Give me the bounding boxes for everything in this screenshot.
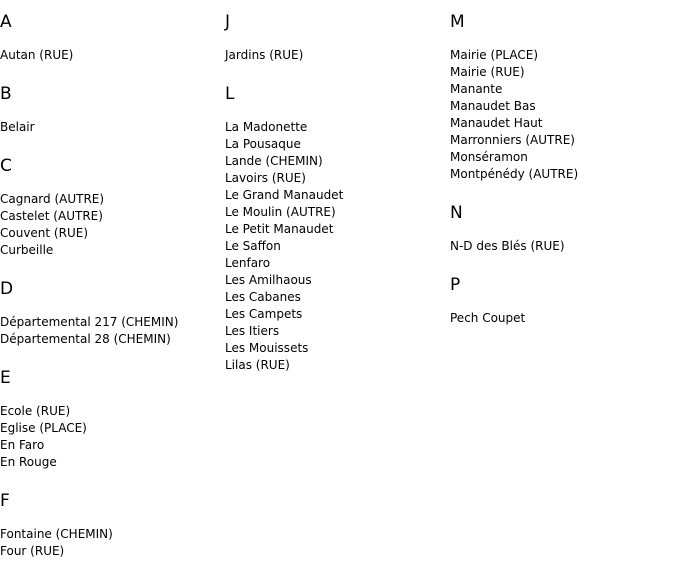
street-list [450, 238, 670, 255]
street-index-column [0, 0, 220, 560]
letter-group [0, 84, 220, 136]
street-link[interactable]: Le Grand Manaudet [225, 188, 344, 202]
street-link[interactable]: Belair [0, 120, 35, 134]
street-link[interactable]: Départemental 217 (CHEMIN) [0, 315, 179, 329]
street-link[interactable]: Lilas (RUE) [225, 358, 290, 372]
street-link[interactable]: Four (RUE) [0, 544, 65, 558]
street-link[interactable]: Couvent (RUE) [0, 226, 89, 240]
letter-group [450, 12, 670, 183]
street-link[interactable]: Ecole (RUE) [0, 404, 71, 418]
street-link[interactable]: Mairie (PLACE) [450, 48, 539, 62]
street-list [450, 47, 670, 183]
street-index-column [450, 0, 670, 327]
street-link[interactable]: Les Campets [225, 307, 303, 321]
section-letter-heading: E [0, 368, 11, 388]
street-link[interactable]: Mairie (RUE) [450, 65, 525, 79]
street-link[interactable]: La Pousaque [225, 137, 301, 151]
street-list [0, 47, 220, 64]
street-list [0, 314, 220, 348]
street-list [0, 403, 220, 471]
street-link[interactable]: Lande (CHEMIN) [225, 154, 323, 168]
street-link[interactable]: Jardins (RUE) [225, 48, 304, 62]
street-link[interactable]: N-D des Blés (RUE) [450, 239, 565, 253]
street-list [0, 191, 220, 259]
street-link[interactable]: Les Amilhaous [225, 273, 312, 287]
letter-group [225, 84, 445, 374]
street-link[interactable]: Manaudet Haut [450, 116, 543, 130]
section-letter-heading: P [450, 275, 461, 295]
street-list [450, 310, 670, 327]
street-link[interactable]: Le Saffon [225, 239, 281, 253]
section-letter-heading: J [225, 12, 231, 32]
street-link[interactable]: Le Moulin (AUTRE) [225, 205, 336, 219]
letter-group [0, 491, 220, 560]
street-list [225, 47, 445, 64]
street-link[interactable]: Monséramon [450, 150, 528, 164]
letter-group [450, 203, 670, 255]
street-link[interactable]: Le Petit Manaudet [225, 222, 334, 236]
street-link[interactable]: Manaudet Bas [450, 99, 536, 113]
letter-group [0, 279, 220, 348]
letter-group [0, 156, 220, 259]
section-letter-heading: L [225, 84, 235, 104]
section-letter-heading: F [0, 491, 10, 511]
letter-group [0, 12, 220, 64]
street-link[interactable]: Pech Coupet [450, 311, 526, 325]
section-letter-heading: B [0, 84, 12, 104]
street-link[interactable]: Les Itiers [225, 324, 280, 338]
street-link[interactable]: Les Mouissets [225, 341, 309, 355]
street-link[interactable]: Cagnard (AUTRE) [0, 192, 105, 206]
letter-group [450, 275, 670, 327]
street-link[interactable]: Castelet (AUTRE) [0, 209, 103, 223]
section-letter-heading: D [0, 279, 14, 299]
street-list [0, 119, 220, 136]
section-letter-heading: M [450, 12, 465, 32]
street-link[interactable]: Curbeille [0, 243, 54, 257]
section-letter-heading: C [0, 156, 12, 176]
street-link[interactable]: Les Cabanes [225, 290, 301, 304]
street-link[interactable]: Départemental 28 (CHEMIN) [0, 332, 171, 346]
street-link[interactable]: Eglise (PLACE) [0, 421, 87, 435]
street-list [225, 119, 445, 374]
street-link[interactable]: La Madonette [225, 120, 308, 134]
street-link[interactable]: Fontaine (CHEMIN) [0, 527, 113, 541]
section-letter-heading: A [0, 12, 12, 32]
letter-group [0, 368, 220, 471]
street-link[interactable]: Manante [450, 82, 503, 96]
street-link[interactable]: Marronniers (AUTRE) [450, 133, 575, 147]
street-index-column [225, 0, 445, 374]
section-letter-heading: N [450, 203, 463, 223]
street-link[interactable]: En Rouge [0, 455, 57, 469]
street-link[interactable]: En Faro [0, 438, 45, 452]
street-link[interactable]: Lavoirs (RUE) [225, 171, 306, 185]
letter-group [225, 12, 445, 64]
street-link[interactable]: Autan (RUE) [0, 48, 74, 62]
street-link[interactable]: Lenfaro [225, 256, 271, 270]
street-list [0, 526, 220, 560]
street-link[interactable]: Montpénédy (AUTRE) [450, 167, 579, 181]
